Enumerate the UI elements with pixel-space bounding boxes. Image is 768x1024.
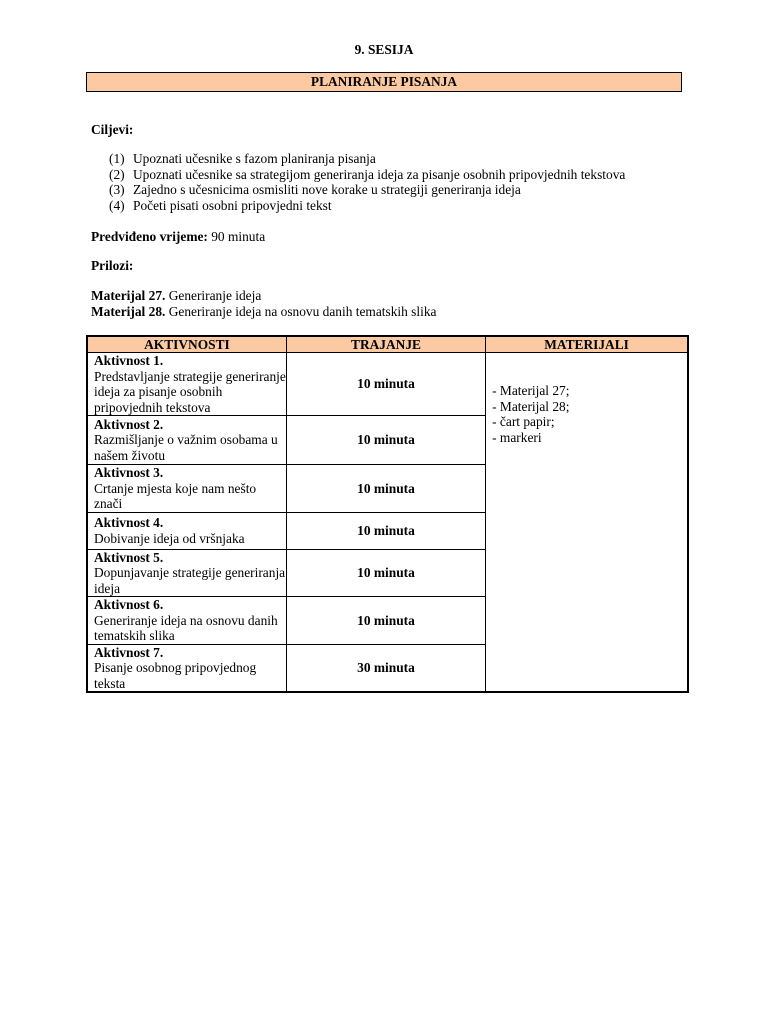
material-item: [91, 288, 436, 304]
activity-title: Aktivnost 4.: [94, 515, 164, 530]
activity-title: Aktivnost 3.: [94, 465, 164, 480]
table-header-row: [87, 336, 688, 353]
activity-description: Crtanje mjesta koje nam nešto znači: [94, 480, 257, 511]
table-row: [87, 353, 688, 416]
activity-description: Dopunjavanje strategije generiranja ideja: [94, 565, 286, 596]
header-activities: AKTIVNOSTI: [87, 336, 286, 353]
activity-cell: [87, 549, 286, 597]
activity-cell: [87, 644, 286, 692]
duration-cell: 10 minuta: [286, 597, 485, 645]
duration-cell: 10 minuta: [286, 549, 485, 597]
goal-item: [109, 167, 625, 183]
section-banner: PLANIRANJE PISANJA: [86, 72, 682, 92]
goal-item: [109, 151, 625, 167]
materials-list: [91, 288, 436, 319]
activity-cell: [87, 597, 286, 645]
goal-number: (3): [109, 182, 125, 197]
goal-number: (2): [109, 166, 125, 182]
activities-table: [86, 335, 689, 693]
goal-number: (1): [109, 151, 125, 166]
material-entry: - čart papir;: [492, 414, 555, 429]
time-label: Predviđeno vrijeme:: [91, 229, 208, 244]
activity-title: Aktivnost 6.: [94, 597, 164, 612]
header-materials: MATERIJALI: [486, 336, 688, 353]
activity-title: Aktivnost 7.: [94, 644, 164, 660]
time-line: [91, 229, 265, 245]
material-entry: - Materijal 27;: [492, 383, 570, 398]
attachments-label: Prilozi:: [91, 258, 134, 273]
duration-cell: 10 minuta: [286, 416, 485, 465]
material-label: Materijal 27.: [91, 288, 166, 303]
activity-cell: [87, 416, 286, 465]
duration-cell: 30 minuta: [286, 644, 485, 692]
activity-cell: [87, 512, 286, 549]
material-item: [91, 304, 436, 320]
activity-description: Predstavljanje strategije generiranje ideja za pisanje osobnih pripovjednih tekstova: [94, 368, 286, 415]
material-entry: - Materijal 28;: [492, 398, 570, 414]
activity-cell: [87, 465, 286, 513]
duration-cell: 10 minuta: [286, 512, 485, 549]
goal-text: Početi pisati osobni pripovjedni tekst: [133, 197, 332, 213]
duration-cell: 10 minuta: [286, 465, 485, 513]
goal-item: [109, 182, 625, 198]
goal-number: (4): [109, 197, 125, 213]
goal-text: Zajedno s učesnicima osmisliti nove korake u strategiji generiranja ideja: [133, 182, 521, 197]
materials-cell: [486, 353, 688, 693]
goal-text: Upoznati učesnike s fazom planiranja pisanja: [133, 151, 376, 166]
activity-title: Aktivnost 1.: [94, 353, 164, 368]
goal-item: [109, 198, 625, 214]
goal-text: Upoznati učesnike sa strategijom generiranja ideja za pisanje osobnih pripovjednih tekstova: [133, 166, 626, 182]
activity-description: Dobivanje ideja od vršnjaka: [94, 530, 245, 546]
goals-label: Ciljevi:: [91, 122, 134, 137]
session-title: 9. SESIJA: [354, 42, 414, 57]
activity-description: Razmišljanje o važnim osobama u našem životu: [94, 432, 278, 463]
material-text: Generiranje ideja na osnovu danih tematskih slika: [165, 303, 437, 319]
duration-cell: 10 minuta: [286, 353, 485, 416]
time-value: 90 minuta: [207, 229, 266, 244]
material-label: Materijal 28.: [91, 303, 166, 319]
activity-description: Generiranje ideja na osnovu danih tematskih slika: [94, 612, 278, 643]
activity-cell: [87, 353, 286, 416]
activity-title: Aktivnost 5.: [94, 549, 164, 565]
activity-description: Pisanje osobnog pripovjednog teksta: [94, 660, 257, 691]
header-duration: TRAJANJE: [286, 336, 485, 353]
material-text: Generiranje ideja: [165, 288, 262, 303]
activity-title: Aktivnost 2.: [94, 416, 164, 432]
material-entry: - markeri: [492, 429, 542, 445]
goals-list: [109, 151, 625, 213]
